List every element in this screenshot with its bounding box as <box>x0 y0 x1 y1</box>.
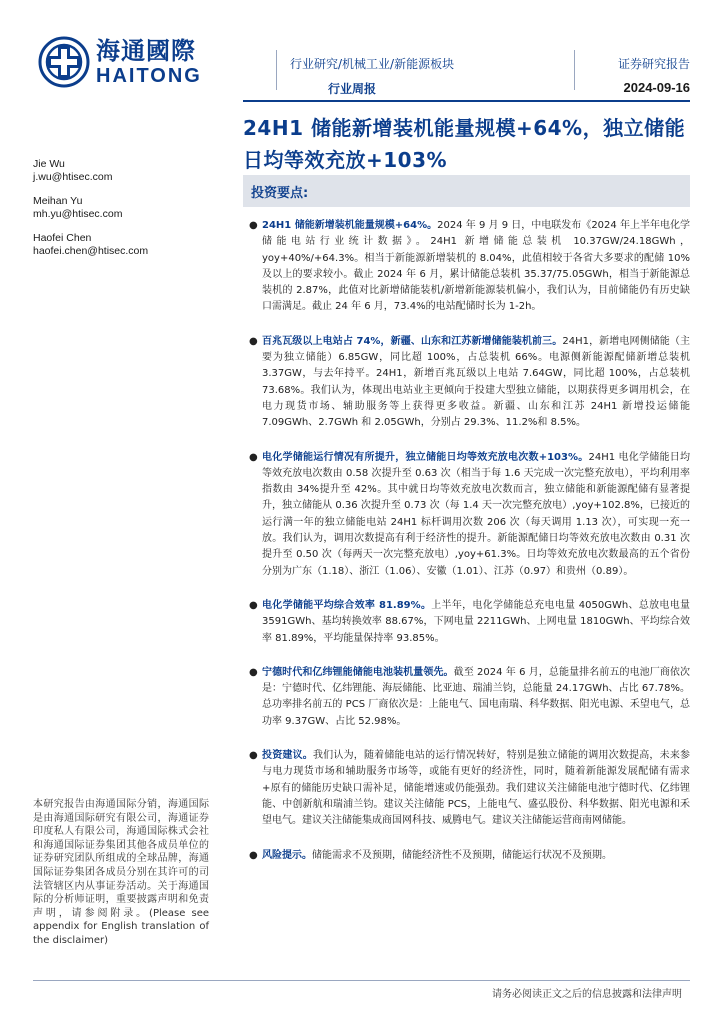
key-point-paragraph <box>243 218 690 316</box>
key-point-paragraph <box>243 598 690 647</box>
author-name: Haofei Chen <box>33 232 92 244</box>
key-point-text: 截至 2024 年 6 月，总能量排名前五的电池厂商依次是：宁德时代、亿纬锂能、海辰储能、比亚迪、瑞浦兰钧，总能量 24.17GWh、占比 67.78%。总功率排名前五的 PCS 厂商依次是：上能电气、国电南瑞、科华数据、阳光电源、禾望电气，总功率 9.37GW、占比 52.98%。 <box>262 666 690 727</box>
key-point-lead: 电化学储能运行情况有所提升，独立储能日均等效充放电次数+103%。 <box>262 451 589 463</box>
author-email[interactable]: mh.yu@htisec.com <box>33 208 123 220</box>
key-point-paragraph <box>243 450 690 580</box>
key-point-paragraph <box>243 848 690 864</box>
author-email[interactable]: j.wu@htisec.com <box>33 171 113 183</box>
key-point-lead: 电化学储能平均综合效率 81.89%。 <box>262 599 432 611</box>
author-entry <box>33 232 223 258</box>
report-type: 行业周报 <box>328 82 377 96</box>
key-point-text: 24H1，新增电网侧储能（主要为独立储能）6.85GW，同比超 100%，占总装机 66%。电源侧新能源配储新增总装机 3.37GW，与去年持平。24H1，新增百兆瓦级以上电站 7.64GW，同比超 100%，占总装机 73.68%。我们认为，体现出电站业主更倾向于投建大型独立储能，以期获得更多调用机会，在电力现货市场、辅助服务等上获得更多收益。新疆、山东和江苏 24H1 新增投运储能 7.09GWh、2.7GWh 和 2.05GWh，分别占 29.3%、11.2%和 8.5%。 <box>262 335 690 429</box>
header-divider-left <box>276 50 277 90</box>
key-point-lead: 投资建议。 <box>262 750 313 762</box>
bullet-icon: ● <box>249 335 258 347</box>
report-title: 24H1 储能新增装机能量规模+64%，独立储能日均等效充放+103% <box>243 116 686 172</box>
key-point-text: 2024 年 9 月 9 日，中电联发布《2024 年上半年电化学储能电站行业统计数据》。24H1 新增储能总装机 10.37GW/24.18GWh，yoy+40%/+64.3%。相当于新能源新增装机的 8.04%，此值相较于各省大多要求的配储 10%及以上的要求较小。截止 2024 年 6 月，累计储能总装机 35.37/75.05GWh，相当于新能源总装机的 2.87%，此值对比新增储能装机/新增新能源装机偏小，我们认为，目前储能仍有历史缺口需满足。截止 24 年 6 月，73.4%的电站配储时长为 1-2h。 <box>262 220 690 313</box>
bullet-icon: ● <box>249 849 258 861</box>
logo-english-name: HAITONG <box>96 65 202 87</box>
bullet-icon: ● <box>249 750 258 762</box>
bullet-icon: ● <box>249 220 258 231</box>
report-category: 行业研究/机械工业/新能源板块 <box>290 57 455 71</box>
report-date: 2024-09-16 <box>623 80 690 95</box>
key-points-band <box>243 175 690 207</box>
distribution-disclaimer: 本研究报告由海通国际分销，海通国际是由海通国际研究有限公司，海通证券印度私人有限公司，海通国际株式会社和海通国际证券集团其他各成员单位的证券研究团队所组成的全球品牌，海通国际证券集团各成员分别在其许可的司法管辖区内从事证券活动。关于海通国际的分析师证明，重要披露声明和免责声明，请参阅附录。(Please see appendix for English translation of the disclaimer) <box>33 799 209 946</box>
key-points-body <box>243 218 690 864</box>
key-point-paragraph <box>243 665 690 730</box>
footer-rule <box>33 980 690 981</box>
key-point-text: 我们认为，随着储能电站的运行情况转好，特别是独立储能的调用次数提高，未来参与电力现货市场和辅助服务市场等，或能有更好的经济性，同时，随着新能源发展配储有需求+原有的储能历史缺口需补足，储能增速或仍能强劲。我们建议关注储能电池宁德时代、亿纬锂能、中创新航和瑞浦兰钧。建议关注储能 PCS，上能电气、盛弘股份、科华数据、阳光电源和禾望电气。建议关注储能集成商国网科技、威腾电气。建议关注储能运营商南网储能。 <box>262 750 691 827</box>
author-name: Jie Wu <box>33 158 65 170</box>
footer-legal-note: 请务必阅读正文之后的信息披露和法律声明 <box>492 989 682 1000</box>
key-point-text: 上半年，电化学储能总充电电量 4050GWh、总放电电量 3591GWh、基均转换效率 88.67%，下网电量 2211GWh、上网电量 1810GWh、平均综合效率 81.89%，平均能量保持率 93.85%。 <box>262 599 690 644</box>
header-divider-right <box>574 50 575 90</box>
author-list <box>33 158 223 269</box>
bullet-icon: ● <box>249 666 258 678</box>
key-point-paragraph <box>243 334 690 432</box>
author-entry <box>33 195 223 221</box>
key-point-lead: 24H1 储能新增装机能量规模+64%。 <box>262 220 438 231</box>
author-entry <box>33 158 223 184</box>
haitong-logo <box>38 36 202 88</box>
key-point-text: 24H1 电化学储能日均等效充放电次数由 0.58 次提升至 0.63 次（相当于每 1.6 天完成一次完整充放电），平均利用率指数由 34%提升至 42%。其中就日均等效充放电次数而言，独立储能和新能源配储有显著提升，独立储能从 0.36 次提升至 0.73 次（每 1.4 天一次完整充放电）,yoy+102.8%，已接近的运行满一年的独立储能电站 24H1 标杆调用次数 206 次（每天调用 1.13 次），可实现一充一放。我们认为，调用次数提高有利于经济性的提升。新能源配储日均等效充放电次数由 0.31 次提升至 0.50 次（每两天一次完整充放电）,yoy+61.3%。日均等效充放电次数最高的五个省份分别为广东（1.18）、浙江（1.06）、安徽（1.01）、江苏（0.97）和贵州（0.89）。 <box>262 451 690 577</box>
bullet-icon: ● <box>249 451 258 463</box>
author-name: Meihan Yu <box>33 195 83 207</box>
header-rule <box>243 100 690 102</box>
key-point-lead: 百兆瓦级以上电站占 74%，新疆、山东和江苏新增储能装机前三。 <box>262 335 563 347</box>
logo-chinese-name: 海通國際 <box>96 37 196 65</box>
key-point-text: 储能需求不及预期，储能经济性不及预期，储能运行状况不及预期。 <box>312 849 612 861</box>
bullet-icon: ● <box>249 599 258 611</box>
key-point-lead: 宁德时代和亿纬锂能储能电池装机量领先。 <box>262 666 454 678</box>
report-label: 证券研究报告 <box>617 57 690 71</box>
key-point-lead: 风险提示。 <box>262 849 312 861</box>
haitong-emblem-icon <box>38 36 90 88</box>
key-points-title: 投资要点: <box>251 186 309 201</box>
author-email[interactable]: haofei.chen@htisec.com <box>33 245 149 257</box>
key-point-paragraph <box>243 748 690 829</box>
